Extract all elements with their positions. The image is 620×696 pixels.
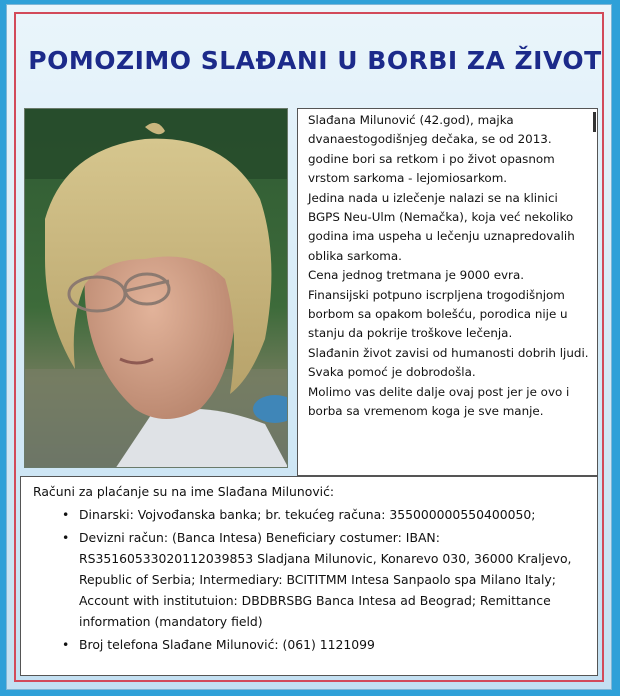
accounts-list (33, 504, 589, 655)
story-paragraph: Jedina nada u izlečenje nalazi se na klinici BGPS Neu-Ulm (Nemačka), koja već nekoliko godina ima uspeha u lečenju uznapredovalih oblika sarkoma. (308, 190, 575, 263)
payment-accounts-box (20, 476, 598, 676)
scroll-indicator (593, 112, 596, 132)
story-paragraph: Cena jednog tretmana je 9000 evra. (308, 268, 525, 283)
phone-number: Broj telefona Slađane Milunović: (061) 1121099 (79, 637, 375, 652)
bullet-icon: • (62, 507, 70, 522)
portrait-photo (24, 108, 288, 468)
bullet-icon: • (62, 637, 70, 652)
account-dinar: Dinarski: Vojvođanska banka; br. tekućeg računa: 355000000550400050; (79, 507, 536, 522)
story-paragraph: Molimo vas delite dalje ovaj post jer je ovo i borba sa vremenom koga je sve manje. (308, 384, 570, 419)
story-text-box (297, 108, 598, 476)
bullet-icon: • (62, 530, 70, 545)
list-item (62, 504, 589, 525)
list-item (62, 527, 589, 632)
story-paragraph: Slađana Milunović (42.god), majka dvanaestogodišnjeg dečaka, se od 2013. godine bori sa retkom i po život opasnom vrstom sarkoma - lejomiosarkom. (308, 113, 555, 186)
accounts-heading: Računi za plaćanje su na ime Slađana Milunović: (33, 484, 335, 499)
list-item (62, 634, 589, 655)
poster-title: POMOZIMO SLAĐANI U BORBI ZA ŽIVOT (28, 46, 602, 75)
story-paragraph: Slađanin život zavisi od humanosti dobrih ljudi. Svaka pomoć je dobrodošla. (308, 345, 589, 380)
story-paragraph: Finansijski potpuno iscrpljena trogodišnjom borbom sa opakom bolešću, porodica nije u stanju da pokrije troškove lečenja. (308, 287, 568, 341)
account-foreign-currency: Devizni račun: (Banca Intesa) Beneficiary costumer: IBAN: RS35160533020112039853 Sladjana Milunovic, Konarevo 030, 36000 Kraljevo, Republic of Serbia; Intermediary: BCITITMM Intesa Sanpaolo spa Milano Italy; Account with institutuion: DBDBRSBG Banca Intesa ad Beograd; Remittance information (mandatory field) (79, 530, 572, 629)
